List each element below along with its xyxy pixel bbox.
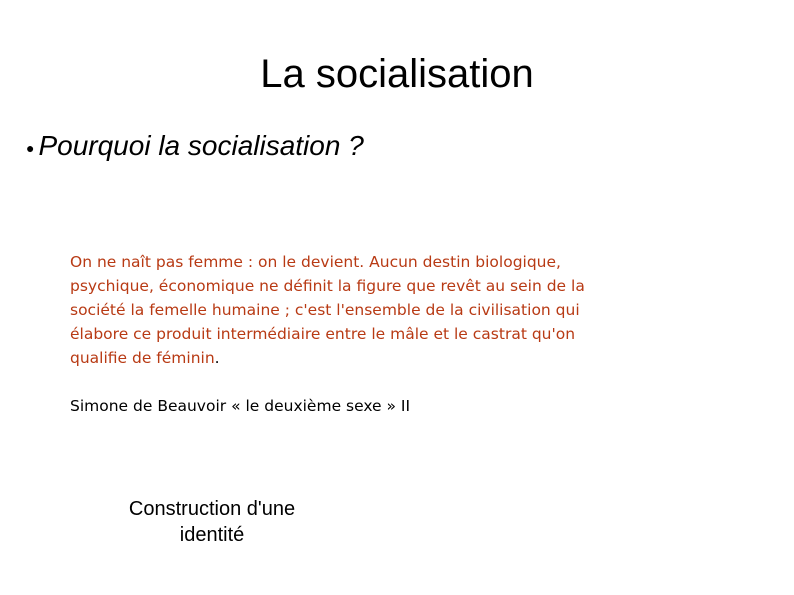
slide-title: La socialisation: [260, 52, 534, 96]
quote-text: On ne naît pas femme : on le devient. Aucun destin biologique, psychique, économique ne définit la figure que revêt au sein de la société la femelle humaine ; c'est l'ensemble de la civilisation qui élabore ce produit intermédiaire entre le mâle et le castrat qu'on qualifie de féminin: [70, 253, 585, 367]
quote-end-punct: .: [214, 349, 220, 367]
quote-block: [70, 250, 630, 370]
caption-text: Construction d'une identité: [128, 498, 296, 546]
quote-attribution: Simone de Beauvoir « le deuxième sexe » II: [70, 397, 411, 415]
bullet-icon: ●: [26, 140, 35, 156]
bullet-item: [26, 126, 364, 166]
bullet-text: Pourquoi la socialisation ?: [38, 130, 364, 161]
